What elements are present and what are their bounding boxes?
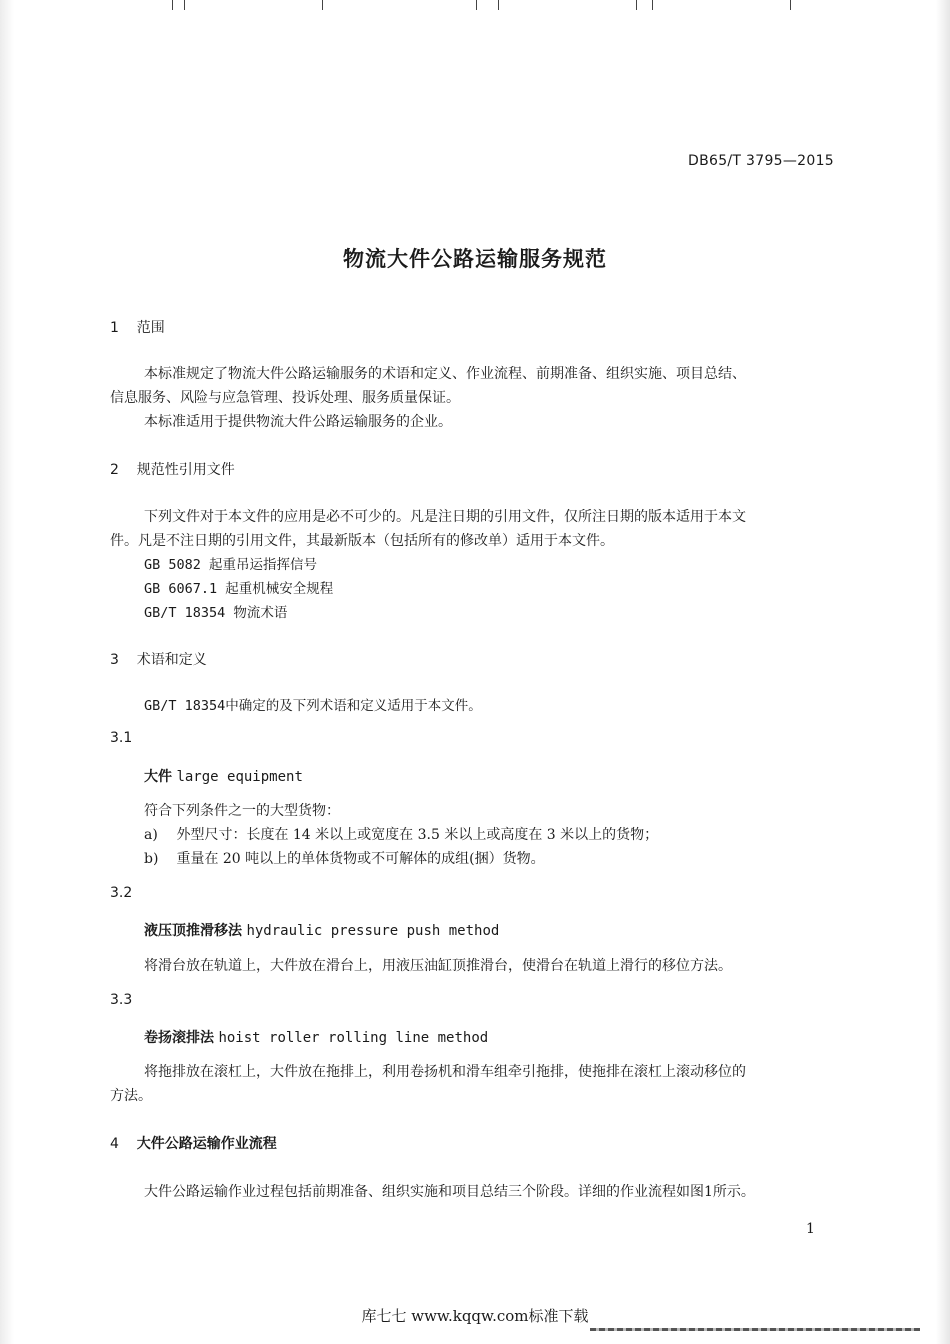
paragraph: GB/T 18354中确定的及下列术语和定义适用于本文件。 [144, 698, 482, 714]
reference-item: GB 5082 起重吊运指挥信号 [144, 557, 318, 573]
reference-item: GB 6067.1 起重机械安全规程 [144, 581, 334, 597]
paragraph: 大件公路运输作业过程包括前期准备、组织实施和项目总结三个阶段。详细的作业流程如图1所示。 [144, 1184, 755, 1200]
paragraph [110, 362, 850, 434]
scan-mark [476, 0, 477, 10]
reference-item: GB/T 18354 物流术语 [144, 605, 288, 621]
scan-mark [652, 0, 653, 10]
clause-number: 3.2 [110, 885, 133, 901]
term-chinese: 液压顶推滑移法 [144, 923, 242, 939]
scan-edge [936, 0, 950, 1344]
paragraph-line: 信息服务、风险与应急管理、投诉处理、服务质量保证。 [110, 390, 460, 406]
paragraph [110, 505, 850, 553]
term-heading [144, 1027, 488, 1047]
standard-code: DB65/T 3795—2015 [688, 153, 834, 169]
page-number: 1 [806, 1221, 815, 1237]
term-english: large equipment [176, 769, 303, 785]
section-number: 1 [110, 320, 119, 336]
term-heading [144, 920, 499, 940]
scan-mark [498, 0, 499, 10]
paragraph-line: 本标准适用于提供物流大件公路运输服务的企业。 [144, 414, 452, 430]
definition: 符合下列条件之一的大型货物： [144, 803, 340, 819]
section-number: 2 [110, 462, 119, 478]
term-english: hydraulic pressure push method [246, 923, 500, 939]
definition-list [144, 823, 844, 871]
section-number: 4 [110, 1136, 119, 1152]
paragraph-line: 本标准规定了物流大件公路运输服务的术语和定义、作业流程、前期准备、组织实施、项目总结、 [144, 366, 746, 382]
document-title: 物流大件公路运输服务规范 [343, 247, 607, 271]
scan-mark [790, 0, 791, 10]
section-title: 范围 [136, 320, 165, 336]
scan-mark [322, 0, 323, 10]
paragraph-line: 方法。 [110, 1088, 152, 1104]
section-heading [110, 317, 165, 337]
definition: 将滑台放在轨道上，大件放在滑台上，用液压油缸顶推滑台，使滑台在轨道上滑行的移位方法。 [144, 958, 732, 974]
definition [110, 1060, 850, 1108]
section-title: 术语和定义 [136, 652, 207, 668]
scan-mark [184, 0, 185, 10]
reference-list [144, 553, 333, 625]
paragraph-line: 件。凡是不注日期的引用文件，其最新版本（包括所有的修改单）适用于本文件。 [110, 533, 614, 549]
list-label: b) [144, 851, 159, 867]
list-item [144, 823, 844, 847]
term-chinese: 卷扬滚排法 [144, 1030, 214, 1046]
list-text: 外型尺寸：长度在 14 米以上或宽度在 3.5 米以上或高度在 3 米以上的货物； [176, 827, 659, 843]
list-item [144, 847, 844, 871]
paragraph-line: 将拖排放在滚杠上，大件放在拖排上，利用卷扬机和滑车组牵引拖排，使拖排在滚杠上滚动移位的 [144, 1064, 746, 1080]
section-heading [110, 1133, 277, 1153]
list-label: a) [144, 827, 158, 843]
scan-edge [0, 0, 14, 1344]
footer-watermark: 库七七 www.kqqw.com标准下载 [361, 1307, 589, 1325]
term-english: hoist roller rolling line method [218, 1030, 489, 1046]
term-heading [144, 766, 303, 786]
section-title: 大件公路运输作业流程 [136, 1136, 277, 1152]
section-heading [110, 649, 207, 669]
section-title: 规范性引用文件 [136, 462, 235, 478]
scan-mark [636, 0, 637, 10]
section-heading [110, 459, 235, 479]
paragraph-line: 下列文件对于本文件的应用是必不可少的。凡是注日期的引用文件，仅所注日期的版本适用于本文 [144, 509, 746, 525]
scan-edge-bottom [590, 1328, 920, 1331]
clause-number: 3.3 [110, 992, 133, 1008]
list-text: 重量在 20 吨以上的单体货物或不可解体的成组(捆）货物。 [176, 851, 545, 867]
term-chinese: 大件 [144, 769, 172, 785]
scan-mark [172, 0, 173, 10]
section-number: 3 [110, 652, 119, 668]
clause-number: 3.1 [110, 730, 133, 746]
